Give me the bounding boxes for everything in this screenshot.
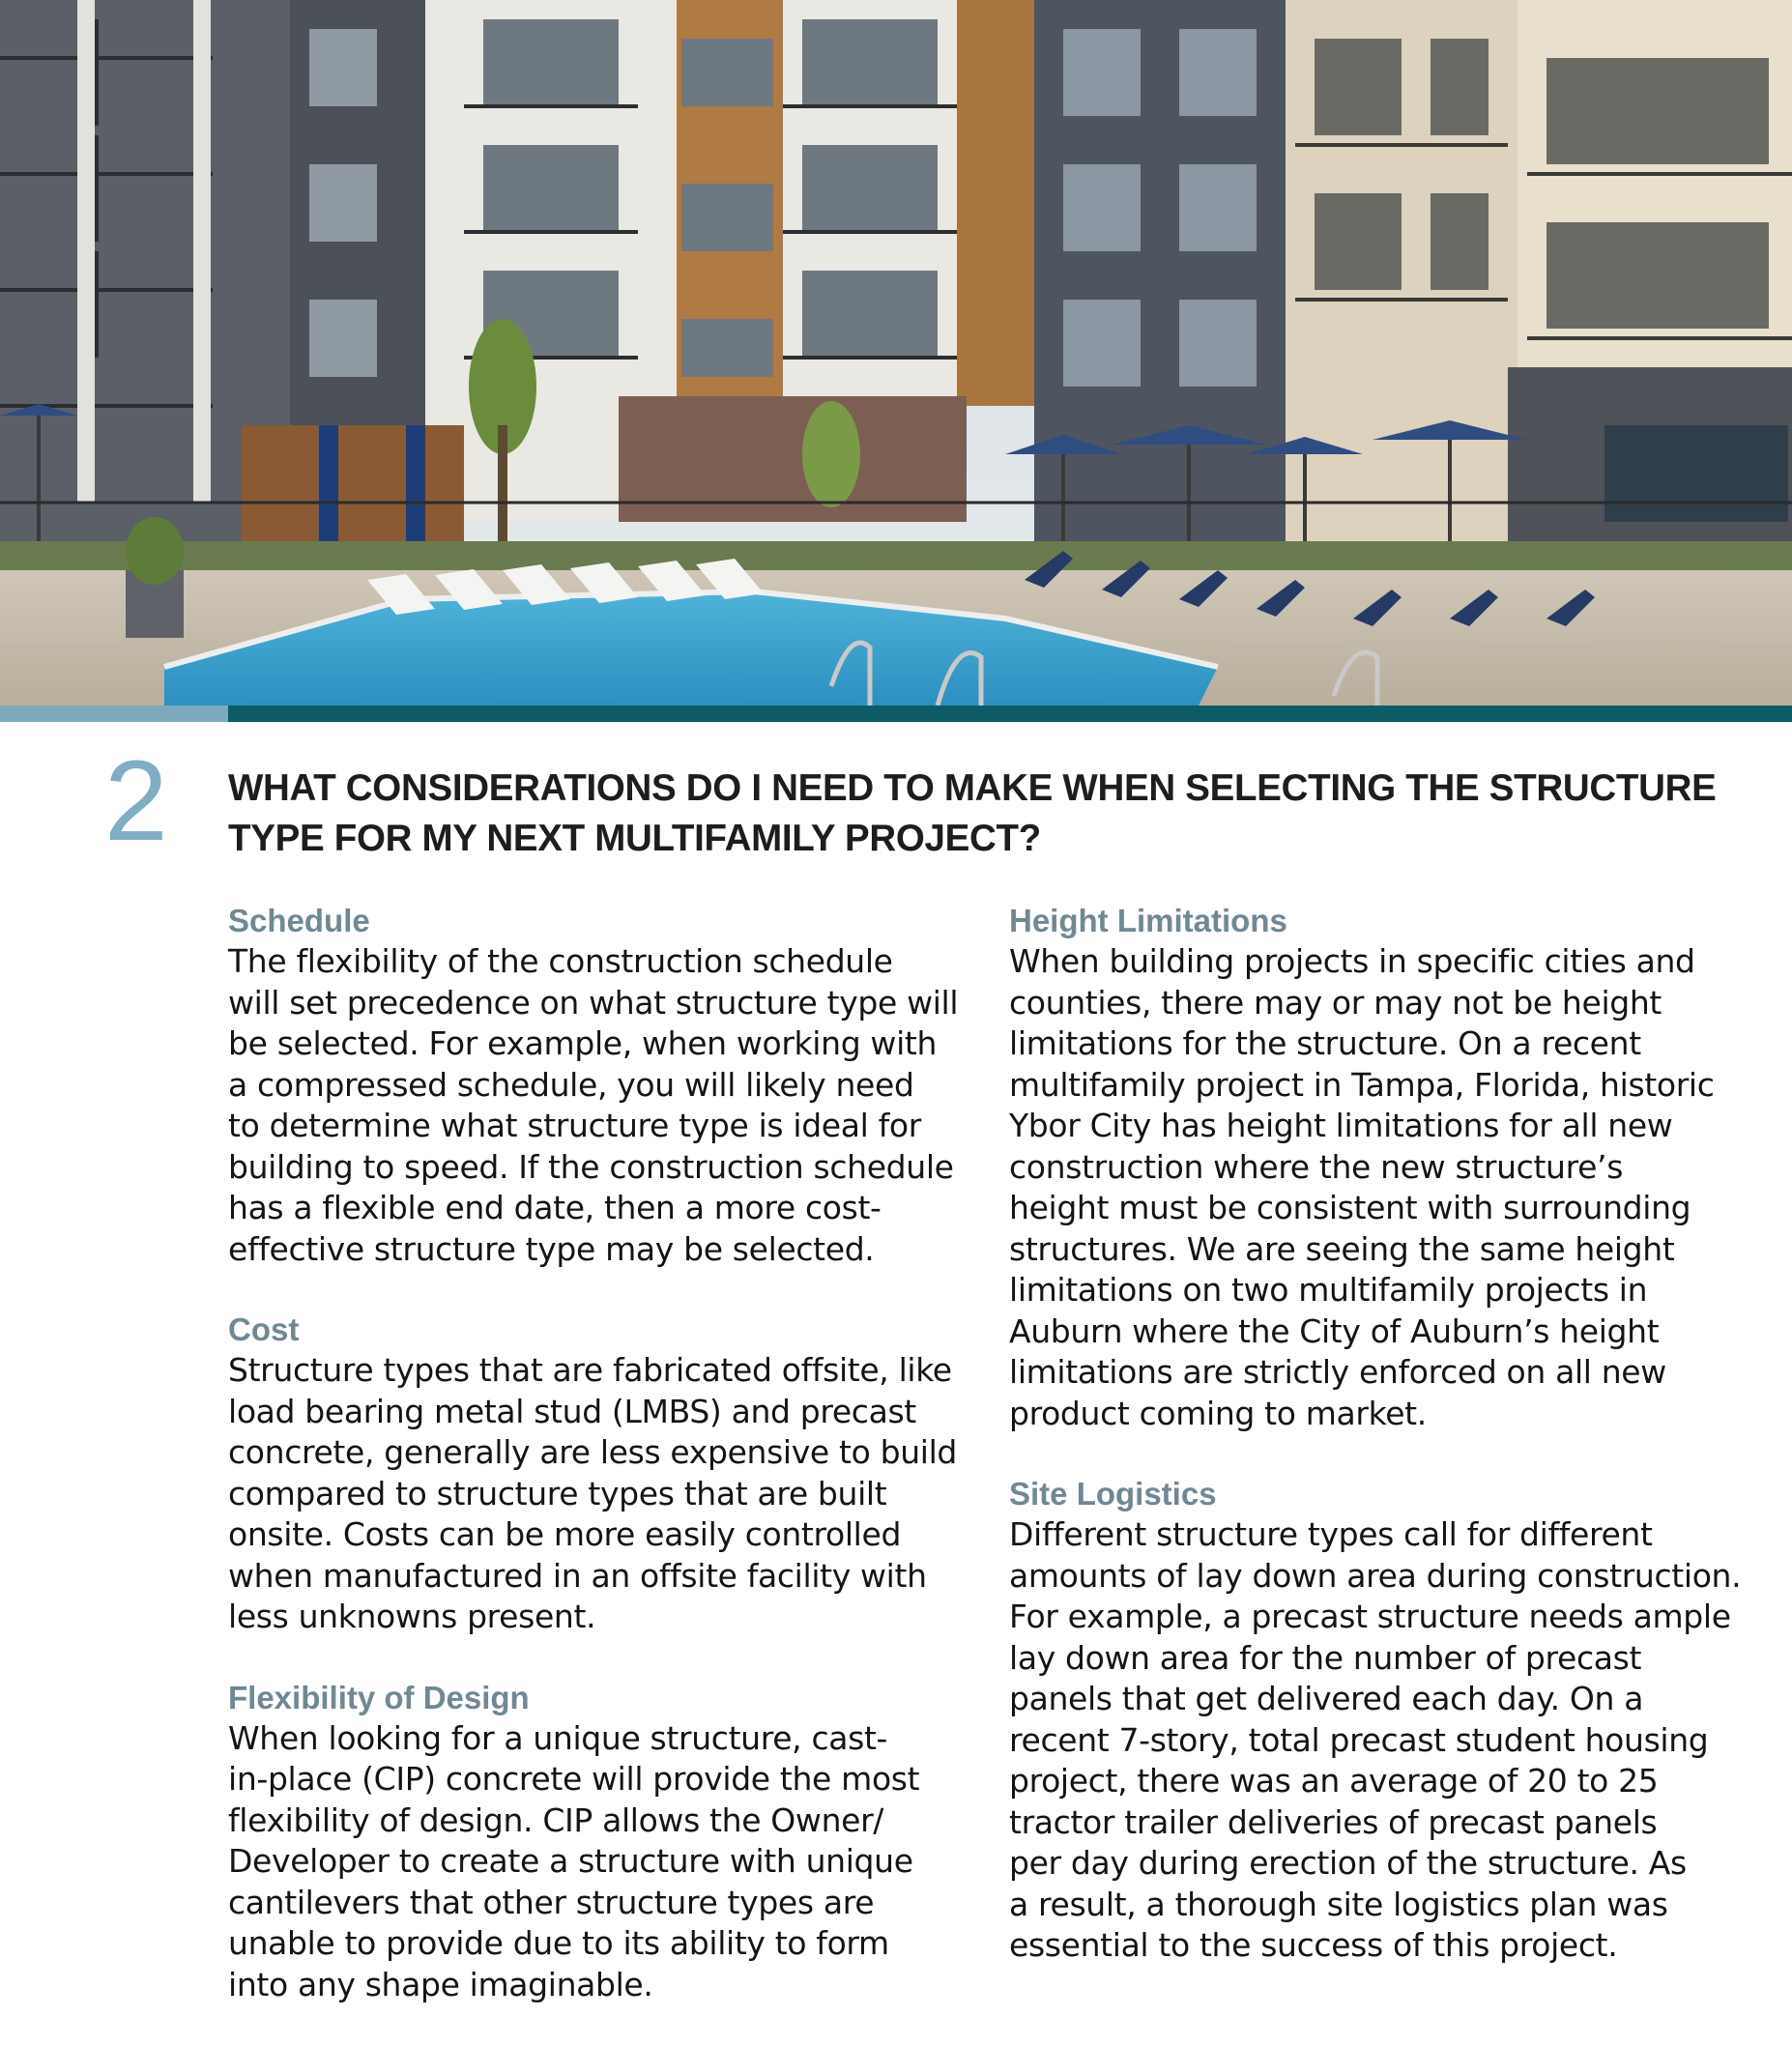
paragraph-line: construction where the new structure’s <box>1009 1147 1624 1186</box>
subheading-height-limitations: Height Limitations <box>1009 903 1287 938</box>
paragraph-line: product coming to market. <box>1009 1394 1427 1432</box>
paragraph-line: Auburn where the City of Auburn’s height <box>1009 1311 1660 1350</box>
paragraph-line: essential to the success of this project. <box>1009 1926 1618 1964</box>
paragraph-line: cantilevers that other structure types are <box>228 1883 875 1921</box>
paragraph-line: multifamily project in Tampa, Florida, historic <box>1009 1065 1715 1104</box>
paragraph-line: compared to structure types that are built <box>228 1474 887 1512</box>
paragraph-flexibility-of-design <box>228 1718 992 2006</box>
paragraph-line: a compressed schedule, you will likely need <box>228 1065 914 1104</box>
paragraph-line: limitations are strictly enforced on all new <box>1009 1353 1666 1391</box>
paragraph-line: When looking for a unique structure, cast- <box>228 1718 888 1757</box>
hero-photo <box>0 0 1792 706</box>
paragraph-line: tractor trailer deliveries of precast panels <box>1009 1802 1658 1841</box>
paragraph-line: in-place (CIP) concrete will provide the most <box>228 1760 920 1798</box>
paragraph-line: height must be consistent with surrounding <box>1009 1189 1691 1226</box>
right-column <box>1009 901 1773 2006</box>
paragraph-line: effective structure type may be selected. <box>228 1229 875 1268</box>
accent-bar-light-segment <box>0 706 228 722</box>
paragraph-line: structures. We are seeing the same height <box>1009 1229 1675 1268</box>
accent-bar <box>0 706 1792 722</box>
paragraph-line: counties, there may or may not be height <box>1009 983 1662 1022</box>
paragraph-line: when manufactured in an offsite facility with <box>228 1556 927 1595</box>
subheading-site-logistics: Site Logistics <box>1009 1476 1217 1512</box>
headline-line: WHAT CONSIDERATIONS DO I NEED TO MAKE WHEN SELECTING THE STRUCTURE <box>228 767 1717 809</box>
paragraph-height-limitations <box>1009 941 1773 1434</box>
paragraph-line: When building projects in specific cities and <box>1009 942 1695 980</box>
section-flexibility-of-design <box>228 1678 992 2006</box>
paragraph-line: limitations for the structure. On a recent <box>1009 1024 1641 1062</box>
paragraph-line: a result, a thorough site logistics plan was <box>1009 1885 1668 1923</box>
subheading-schedule: Schedule <box>228 903 370 938</box>
paragraph-line: Ybor City has height limitations for all new <box>1009 1107 1673 1144</box>
paragraph-line: project, there was an average of 20 to 25 <box>1009 1762 1659 1800</box>
paragraph-line: amounts of lay down area during construction. <box>1009 1556 1742 1595</box>
paragraph-line: recent 7-story, total precast student housing <box>1009 1720 1709 1759</box>
paragraph-line: limitations on two multifamily projects in <box>1009 1271 1648 1309</box>
paragraph-line: has a flexible end date, then a more cost- <box>228 1189 882 1226</box>
paragraph-line: less unknowns present. <box>228 1598 596 1635</box>
paragraph-line: to determine what structure type is ideal for <box>228 1107 921 1144</box>
paragraph-line: Structure types that are fabricated offsite, like <box>228 1351 952 1389</box>
paragraph-site-logistics <box>1009 1514 1773 1967</box>
paragraph-line: onsite. Costs can be more easily controlled <box>228 1515 902 1553</box>
paragraph-line: building to speed. If the construction schedule <box>228 1147 954 1186</box>
paragraph-line: concrete, generally are less expensive to build <box>228 1433 957 1471</box>
section-number: 2 <box>104 737 168 865</box>
section-headline <box>228 763 1736 864</box>
paragraph-line: Different structure types call for different <box>1009 1515 1653 1553</box>
section-cost <box>228 1310 992 1638</box>
left-column <box>228 901 992 2045</box>
section-height-limitations <box>1009 901 1773 1434</box>
subheading-cost: Cost <box>228 1311 300 1347</box>
paragraph-line: into any shape imaginable. <box>228 1965 653 2003</box>
paragraph-schedule <box>228 941 992 1270</box>
paragraph-line: lay down area for the number of precast <box>1009 1638 1642 1677</box>
paragraph-line: panels that get delivered each day. On a <box>1009 1680 1644 1717</box>
paragraph-line: flexibility of design. CIP allows the Owner/ <box>228 1800 884 1839</box>
paragraph-line: The flexibility of the construction schedule <box>228 942 893 980</box>
headline-line: TYPE FOR MY NEXT MULTIFAMILY PROJECT? <box>228 818 1041 859</box>
section-schedule <box>228 901 992 1270</box>
accent-bar-dark-segment <box>228 706 1792 722</box>
paragraph-line: per day during erection of the structure. As <box>1009 1844 1687 1882</box>
paragraph-line: unable to provide due to its ability to form <box>228 1924 889 1962</box>
paragraph-line: load bearing metal stud (LMBS) and precast <box>228 1392 916 1430</box>
paragraph-line: will set precedence on what structure type will <box>228 983 959 1022</box>
paragraph-line: be selected. For example, when working with <box>228 1024 938 1062</box>
subheading-flexibility-of-design: Flexibility of Design <box>228 1679 530 1715</box>
paragraph-line: For example, a precast structure needs ample <box>1009 1598 1731 1635</box>
paragraph-cost <box>228 1350 992 1638</box>
paragraph-line: Developer to create a structure with unique <box>228 1842 913 1880</box>
section-site-logistics <box>1009 1474 1773 1967</box>
